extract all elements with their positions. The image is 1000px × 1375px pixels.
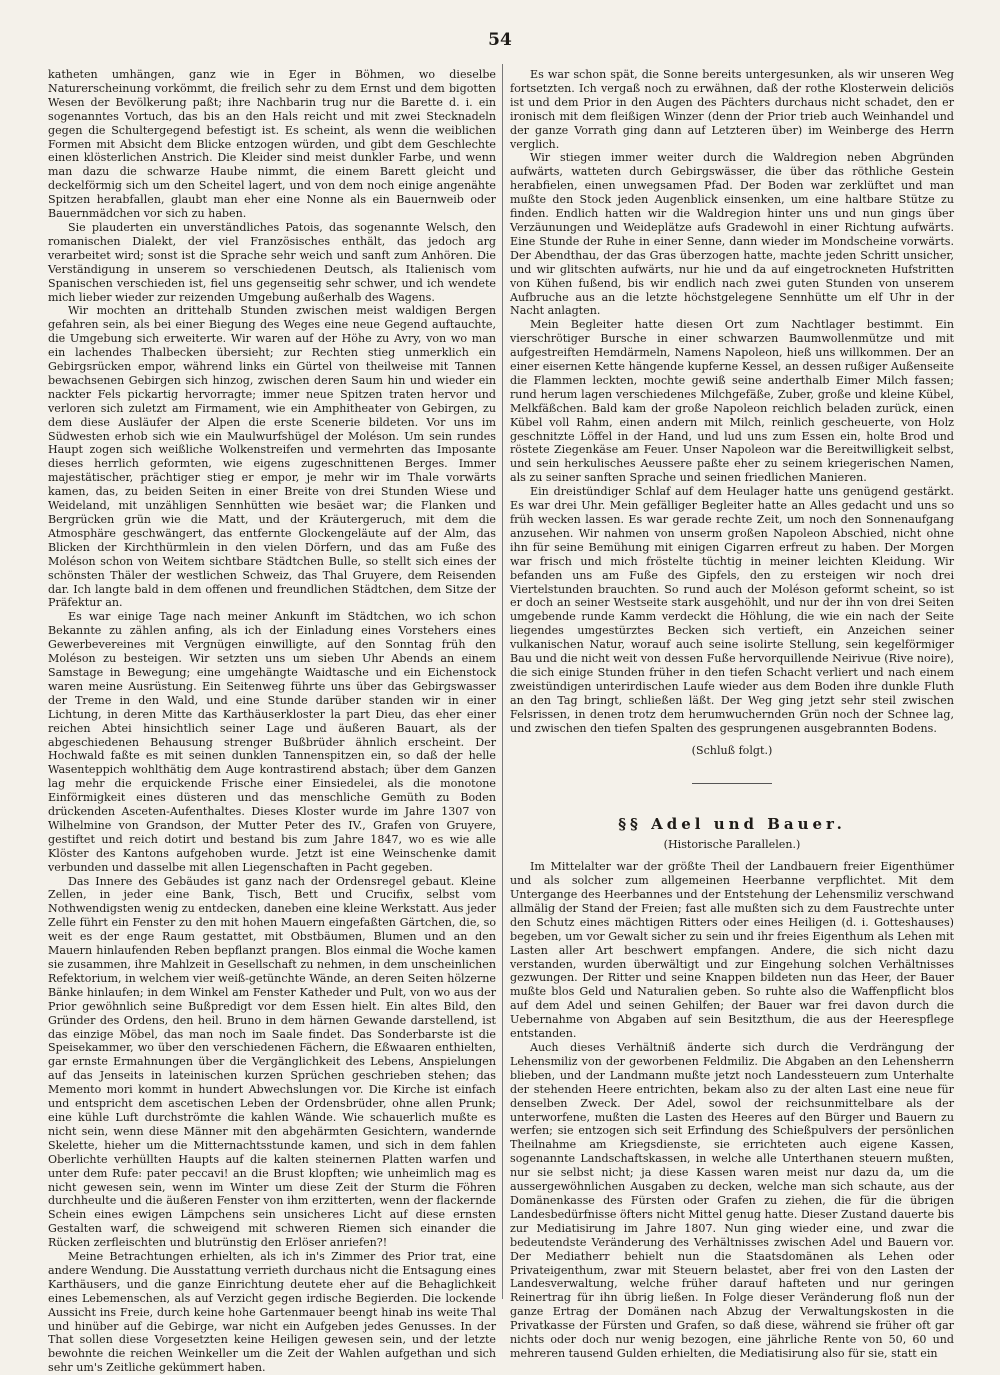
page-number: 54	[488, 30, 512, 50]
section-divider	[692, 783, 772, 784]
paragraph: Es war schon spät, die Sonne bereits untergesunken, als wir unseren Weg fortsetzten. Ich vergaß noch zu erwähnen, daß der rothe Klosterwein deliciös ist und dem Prior in den Augen des Pächters durchaus nicht schadet, den er ironisch mit dem fleißigen Winzer (denn der Prior trieb auch Weinhandel und der ganze Vorrath ging dann auf Letzteren über) im Weinberge des Herrn verglich.	[510, 68, 954, 151]
paragraph: Im Mittelalter war der größte Theil der Landbauern freier Eigenthümer und als solcher zum allgemeinen Heerbanne verpflichtet. Mit dem Untergange des Heerbannes und der Entstehung der Lehensmiliz verschwand allmälig der Stand der Freien; fast alle mußten sich zu dem Faustrechte unter den Schutz eines mächtigen Ritters oder eines Heiligen (d. i. Gotteshauses) begeben, um vor Gewalt sicher zu sein und ihr freies Eigenthum als Lehen mit Lasten aller Art beschwert empfangen. Andere, die sich nicht dazu verstanden, wurden überwältigt und zur Eingehung solchen Verhältnisses gezwungen. Der Ritter und seine Knappen bildeten nun das Heer, der Bauer mußte blos Geld und Naturalien geben. So ruhte also die Waffenpflicht blos auf dem Adel und seinen Gehilfen; der Bauer war frei davon durch die Uebernahme von Abgaben auf sein Besitzthum, die aus der Heerespflege entstanden.	[510, 860, 954, 1041]
paragraph: Es war einige Tage nach meiner Ankunft im Städtchen, wo ich schon Bekannte zu zählen anfing, als ich der Einladung eines Vorstehers eines Gewerbevereines mit Vergnügen einwilligte, auf den Sonntag früh den Moléson zu besteigen. Wir setzten uns um sieben Uhr Abends an einem Samstage in Bewegung; eine umgehängte Waidtasche und ein Eichenstock waren meine Ausrüstung. Ein Seitenweg führte uns über das Gebirgswasser der Treme in den Wald, und eine Stunde darüber standen wir in einer Lichtung, in deren Mitte das Karthäuserkloster la part Dieu, das eher einer reichen Abtei hinsichtlich seiner Lage und äußeren Bauart, als der abgeschiedenen Behausung strenger Bußbrüder ähnlich erscheint. Der Hochwald faßte es mit seinen dunklen Tannenspitzen ein, so daß der helle Wasenteppich wohlthätig dem Auge kontrastirend abstach; über dem Ganzen lag mehr die erquickende Frische einer Einsiedelei, als die monotone Einförmigkeit eines düsteren und das menschliche Gemüth zu Boden drückenden Asceten-Aufenthaltes. Dieses Kloster wurde im Jahre 1307 von Wilhelmine von Grandson, der Mutter Peter des IV., Grafen von Gruyere, gestiftet und reich dotirt und bestand bis zum Jahre 1847, wo es wie alle Klöster des Kantons aufgehoben wurde. Jetzt ist eine Weinschenke damit verbunden und dasselbe mit allen Liegenschaften in Pacht gegeben.	[48, 610, 496, 874]
column-divider	[502, 64, 503, 1299]
paragraph: Wir stiegen immer weiter durch die Waldregion neben Abgründen aufwärts, watteten durch Gebirgswässer, die über das röthliche Gestein herabfielen, einen unwegsamen Pfad. Der Boden war zerklüftet und man mußte den Stock jeden Augenblick einsenken, um eine haltbare Stütze zu finden. Endlich hatten wir die Waldregion hinter uns und nun gings über Verzäunungen und Weideplätze aufs Gradewohl in einer Richtung aufwärts. Eine Stunde der Ruhe in einer Senne, dann wieder im Mondscheine vorwärts. Der Abendthau, der das Gras überzogen hatte, machte jeden Schritt unsicher, und wir glitschten aufwärts, nur hie und da auf eingetrockneten Hufstritten von Kühen fußend, bis wir endlich nach zwei guten Stunden von unserem Aufbruche aus an die letzte höchstgelegene Sennhütte um elf Uhr in der Nacht anlagten.	[510, 151, 954, 318]
paragraph: Ein dreistündiger Schlaf auf dem Heulager hatte uns genügend gestärkt. Es war drei Uhr. Mein gefälliger Begleiter hatte an Alles gedacht und uns so früh wecken lassen. Es war gerade rechte Zeit, um noch den Sonnenaufgang anzusehen. Wir nahmen von unserm großen Napoleon Abschied, nicht ohne ihn für seine Bemühung mit einigen Cigarren erfreut zu haben. Der Morgen war frisch und mich fröstelte tüchtig in meiner leichten Kleidung. Wir befanden uns am Fuße des Gipfels, den zu ersteigen wir noch drei Viertelstunden brauchten. So rund auch der Moléson geformt scheint, so ist er doch an seiner Westseite stark ausgehöhlt, und nur der ihn von drei Seiten umgebende runde Kamm verdeckt die Höhlung, die wie ein nach der Seite liegendes umgestürztes Becken sich vertieft, ein Anzeichen seiner vulkanischen Natur, worauf auch seine isolirte Stellung, sein kegelförmiger Bau und die nicht weit von dessen Fuße hervorquillende Neirivue (Rive noire), die sich einige Stunden früher in den tiefen Schacht verliert und nach einem zweistündigen unterirdischen Laufe wieder aus dem Boden ihre dunkle Fluth an den Tag bringt, schließen läßt. Der Weg ging jetzt sehr steil zwischen Felsrissen, in denen trotz dem herumwuchernden Grün noch der Schnee lag, und zwischen den tiefen Spalten des gesprungenen ausgebrannten Bodens.	[510, 485, 954, 735]
paragraph: Meine Betrachtungen erhielten, als ich in's Zimmer des Prior trat, eine andere Wendung. Die Ausstattung verrieth durchaus nicht die Entsagung eines Karthäusers, und die ganze Einrichtung deutete eher auf die Behaglichkeit eines Lebemenschen, als auf Verzicht gegen irdische Begierden. Die lockende Aussicht ins Freie, durch keine hohe Gartenmauer beengt hinab ins weite Thal und hinüber auf die Gebirge, war nicht ein Aufgeben jedes Genusses. In der That sollen diese Vorgesetzten keine Heiligen gewesen sein, und der letzte bewohnte die reichen Weinkeller um die Zeit der Wahlen aufgethan und sich sehr um's Zeitliche gekümmert haben.	[48, 1250, 496, 1375]
article-subtitle: (Historische Parallelen.)	[663, 838, 801, 852]
paragraph: Wir mochten an drittehalb Stunden zwischen meist waldigen Bergen gefahren sein, als bei einer Biegung des Weges eine neue Gegend auftauchte, die Umgebung sich erweiterte. Wir waren auf der Höhe zu Avry, von wo man ein lachendes Thalbecken übersieht; zur Rechten stieg unmerklich ein Gebirgsrücken empor, während links ein Gürtel von theilweise mit Tannen bewachsenen Gebirgen sich hinzog, zwischen deren Saum hin und wieder ein nackter Fels pickartig hervorragte; immer neue Spitzen traten hervor und verloren sich zuletzt am Firmament, wie ein Amphitheater von Gebirgen, zu dem diese Ausläufer der Alpen die erste Scenerie bildeten. Vor uns im Südwesten erhob sich wie ein Maulwurfshügel der Moléson. Um sein rundes Haupt zogen sich weißliche Wolkenstreifen und vermehrten das Imposante dieses herrlich geformten, wie eigens zugeschnittenen Berges. Immer majestätischer, prächtiger stieg er empor, je mehr wir im Thale vorwärts kamen, das, zu beiden Seiten in einer Breite von drei Stunden Wiese und Weideland, mit unzähligen Sennhütten wie besäet war; die Flanken und Bergrücken grün wie die Matt, und der Kräutergeruch, mit dem die Atmosphäre geschwängert, das entfernte Glockengeläute auf der Alm, das Blicken der Kirchthürmlein in den vielen Dörfern, und das am Fuße des Moléson schon von Weitem sichtbare Städtchen Bulle, so stellt sich eines der schönsten Thäler der westlichen Schweiz, das Thal Gruyere, dem Reisenden dar. Ich langte bald in dem offenen und freundlichen Städtchen, dem Sitze der Präfektur an.	[48, 304, 496, 610]
right-column	[510, 68, 954, 1360]
article-title: §§ Adel und Bauer.	[618, 815, 846, 834]
left-column	[48, 68, 496, 1375]
paragraph: Mein Begleiter hatte diesen Ort zum Nachtlager bestimmt. Ein vierschrötiger Bursche in einer schwarzen Baumwollenmütze und mit aufgestreiften Hemdärmeln, Namens Napoleon, hieß uns willkommen. Der an einer eisernen Kette hängende kupferne Kessel, an dessen rußiger Außenseite die Flammen leckten, mochte gewiß seine anderthalb Eimer Milch fassen; rund herum lagen verschiedenes Milchgefäße, Zuber, große und kleine Kübel, Melkfäßchen. Bald kam der große Napoleon reichlich beladen zurück, einen Kübel voll Rahm, einen andern mit Milch, reinlich gescheuerte, von Holz geschnitzte Löffel in der Hand, und lud uns zum Essen ein, holte Brod und röstete Ziegenkäse am Feuer. Unser Napoleon war die Bereitwilligkeit selbst, und sein herkulisches Aeussere paßte eher zu seinem kriegerischen Namen, als zu seiner sanften Sprache und seinen friedlichen Manieren.	[510, 318, 954, 485]
paragraph: Sie plauderten ein unverständliches Patois, das sogenannte Welsch, den romanischen Dialekt, der viel Französisches enthält, das jedoch arg verarbeitet wird; sonst ist die Sprache sehr weich und sanft zum Anhören. Die Verständigung in unserem so verschiedenen Deutsch, als Italienisch vom Spanischen verschieden ist, fiel uns gegenseitig sehr schwer, und ich wendete mich lieber wieder zur reizenden Umgebung außerhalb des Wagens.	[48, 220, 496, 304]
continuation-note: (Schluß folgt.)	[691, 743, 773, 757]
paragraph: katheten umhängen, ganz wie in Eger in Böhmen, wo dieselbe Naturerscheinung vorkömmt, die freilich sehr zu dem Ernst und dem bigotten Wesen der Bevölkerung paßt; ihre Nachbarin trug nur die Barette d. i. ein sogenanntes Vortuch, das bis an den Hals reicht und mit zwei Stecknadeln gegen die Schultergegend befestigt ist. Es scheint, als wenn die weiblichen Formen mit Absicht dem Blicke entzogen würden, und gibt dem Geschlechte einen klösterlichen Anstrich. Die Kleider sind meist dunkler Farbe, und wenn man dazu die schwarze Haube nimmt, die einem Barett gleicht und deckelförmig sich um den Scheitel lagert, und von dem noch einige angenähte Spitzen herabfallen, glaubt man eher eine Nonne als ein Bauernweib oder Bauernmädchen vor sich zu haben.	[48, 68, 496, 221]
paragraph: Auch dieses Verhältniß änderte sich durch die Verdrängung der Lehensmiliz von der geworbenen Feldmiliz. Die Abgaben an den Lehensherrn blieben, und der Landmann mußte jetzt noch Landessteuern zum Unterhalte der stehenden Heere entrichten, bekam also zu der alten Last eine neue für denselben Zweck. Der Adel, sowol der reichsunmittelbare als der unterworfene, mußten die Lasten des Heeres auf den Bürger und Bauern zu werfen; sie entzogen sich seit Erfindung des Schießpulvers der persönlichen Theilnahme am Kriegsdienste, sie errichteten auch eigene Kassen, sogenannte Landschaftskassen, in welche alle Unterthanen steuern mußten, nur sie selbst nicht; ja diese Kassen waren meist nur dazu da, um die aussergewöhnlichen Ausgaben zu decken, welche man sich schaute, aus der Domänenkasse des Fürsten oder Grafen zu ziehen, die für die übrigen Landesbedürfnisse öfters nicht Mittel genug hatte. Dieser Zustand dauerte bis zur Mediatisirung im Jahre 1807. Nun ging wieder eine, und zwar die bedeutendste Veränderung des Verhältnisses zwischen Adel und Bauern vor. Der Mediatherr behielt nun die Staatsdomänen als Lehen oder Privateigenthum, zwar mit Steuern belastet, aber frei von den Lasten der Landesverwaltung, welche früher darauf hafteten und nur geringen Reinertrag für ihn übrig ließen. In Folge dieser Veränderung floß nun der ganze Ertrag der Domänen nach Abzug der Verwaltungskosten in die Privatkasse der Fürsten und Grafen, so daß diese, während sie früher oft gar nichts oder doch nur wenig bezogen, eine jährliche Rente von 50, 60 und mehreren tausend Gulden erhielten, die Mediatisirung also für sie, statt ein	[510, 1041, 954, 1360]
paragraph: Das Innere des Gebäudes ist ganz nach der Ordensregel gebaut. Kleine Zellen, in jeder eine Bank, Tisch, Bett und Crucifix, selbst vom Nothwendigsten wenig zu entdecken, daneben eine kleine Werkstatt. Aus jeder Zelle führt ein Fenster zu den mit hohen Mauern eingefaßten Gärtchen, die, so weit es der enge Raum gestattet, mit Obstbäumen, Blumen und an den Mauern hinlaufenden Reben bepflanzt prangen. Blos einmal die Woche kamen sie zusammen, ihre Mahlzeit in Gesellschaft zu nehmen, in dem unscheinlichen Refektorium, in welchem vier weiß-getünchte Wände, an deren Seiten hölzerne Bänke hinlaufen; in dem Winkel am Fenster Katheder und Pult, von wo aus der Prior gewöhnlich seine Bußpredigt vor dem Essen hielt. Ein altes Bild, den Gründer des Ordens, den heil. Bruno in dem härnen Gewande darstellend, ist das einzige Möbel, das man noch im Saale findet. Das Sonderbarste ist die Speisekammer, wo über den verschiedenen Fächern, die Eßwaaren enthielten, gar ernste Ermahnungen über die Vergänglichkeit des Lebens, Anspielungen auf das Jenseits in lateinischen kurzen Sprüchen geschrieben stehen; das Memento mori kommt in hundert Abwechslungen vor. Die Kirche ist einfach und entspricht dem ascetischen Leben der Ordensbrüder, ohne allen Prunk; eine kühle Luft durchströmte die kahlen Wände. Wie schauerlich mußte es nicht sein, wenn diese Männer mit den abgehärmten Gesichtern, wandernde Skelette, hieher um die Mitternachtsstunde kamen, und sich in dem fahlen Oberlichte verhüllten Haupts auf die kalten steinernen Platten warfen und unter dem Rufe: pater peccavi! an die Brust klopften; wie unheimlich mag es nicht gewesen sein, wenn im Winter um diese Zeit der Sturm die Föhren durchheulte und die äußeren Fenster von ihm erzitterten, wenn der flackernde Schein eines ewigen Lämpchens sein unsicheres Licht auf diese ernsten Gestalten warf, die schweigend mit schweren Riemen sich einander die Rücken zerfleischten und blutrünstig den Erlöser anriefen?!	[48, 874, 496, 1250]
